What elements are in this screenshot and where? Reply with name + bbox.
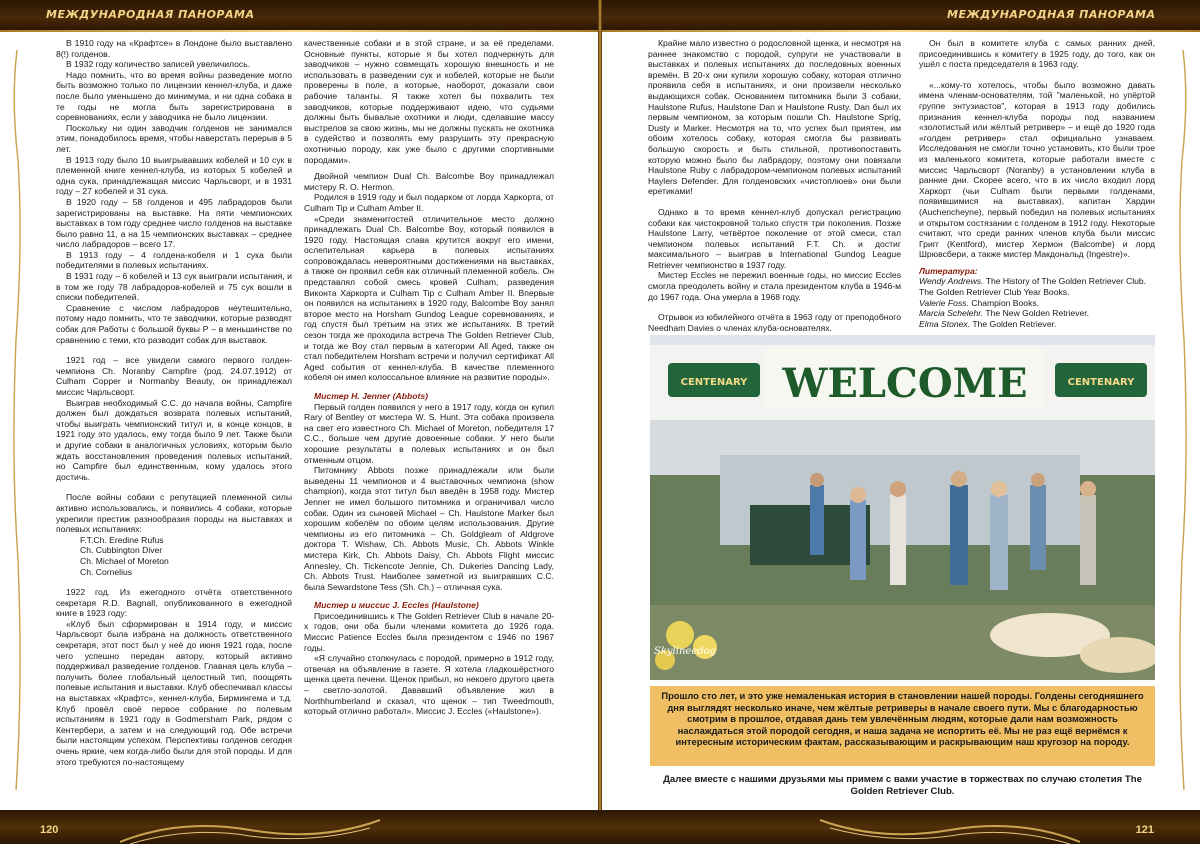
literature-item: Elma Stonex. The Golden Retriever. bbox=[919, 318, 1057, 329]
section-title-left: МЕЖДУНАРОДНАЯ ПАНОРАМА bbox=[46, 8, 255, 21]
paragraph: Надо помнить, что во время войны разведение могло быть возможно только по лицензии кеннел-клуба, и даже после было уменьшено до минимума, и ни одна собака в те годы не могла быть зарегистрирована в соревнованиях, если у заводчика не было лицензии. bbox=[56, 69, 292, 123]
paragraph: Первый голден появился у него в 1917 году, когда он купил Rary of Bentley от мистера W. S. Hunt. Эта собака произвела на свет его известного Ch. Michael of Moreton, победителя 17 С.С., больше чем другие довоенные собаки. У него были хорошие результаты в полевых испытаниях и он был отменным отцом. bbox=[304, 401, 554, 465]
list-item: F.T.Ch. Eredine Rufus bbox=[80, 534, 164, 545]
paragraph: Он был в комитете клуба с самых ранних дней, присоединившись к комитету в 1925 году, до того, как он ушёл с поста председателя в 1963 году. bbox=[919, 38, 1155, 70]
paragraph: В 1913 году было 10 выигрывавших кобелей и 10 сук в племенной книге кеннел-клуба, из которых 5 кобелей и одна сука, принадлежащая миссис Чарльсворт, и в 1931 году – 27 кобелей и 31 сука. bbox=[56, 154, 292, 197]
ornament-footer-right-icon bbox=[820, 814, 1080, 844]
subheading: Мистер и миссис J. Eccles (Haulstone) bbox=[314, 600, 479, 611]
paragraph: Выиграв необходимый С.С. до начала войны, Campfire должен был дождаться возврата полевых испытаний, чтобы выиграть чемпионский титул и, в конце концов, в 1921 году это удалось, ему тогда было 9 лет. Также были и другие собаки в аналогичных условиях, которым было ждать восстановления проведения полевых испытаний, но Campfire был единственным, кому удалось этого достичь. bbox=[56, 397, 292, 482]
literature-item: Wendy Andrews. The History of The Golden Retriever Club. bbox=[919, 276, 1147, 287]
paragraph: Крайне мало известно о родословной щенка, и несмотря на раннее знакомство с породой, супруги не участвовали в выставках и полевых испытаниях до последовных военных времён. В 20-х они купили хорошую собаку, которая отлично проявила себя в испытаниях, и они произвели несколько выдающихся собак. Основанием питомника были 3 собаки, Haulstone Rufus, Haulstone Dan и Haulstone Rusty. Dan был их первым чемпионом, за которым пошли Ch. Haulstone Sprig, Dusty и Marker. Несмотря на то, что успех был приятен, им обоим хотелось собаку, которая смогла бы развивать большую скорость и быть стильной, противопоставить которую можно было бы лабрадору, поэтому они повязали Haulstone Ruby с лабрадором-чемпионом полевых испытаний Haylers Defender. Для голденовских «чистоплюев» они были еретиками! bbox=[648, 38, 901, 197]
paragraph: «Клуб был сформирован в 1914 году, и миссис Чарльсворт была избрана на должность ответственного секретаря, этот пост был у неё до июня 1921 года, после чего успешно передан автору, который активно поддерживал разведение голденов. Главная цель клуба – получить более глобальный целостный тип, поощрять полевые испытания и выставки. Клуб обеспечивал классы на выставках «Крафтс», кеннел-клуба, Бирмингема и т.д. Клуб провёл своё первое собрание по полевым испытаниям в 1921 году в Godmersham Park, рядом с Кентербери, а затем и на следующий год. Обе встречи были настоящим успехом. Перспективы голденов сегодня очень яркие, чем когда-либо были для этой породы. И для этого требуются по-настоящему bbox=[56, 618, 292, 767]
list-item: Ch. Cornelius bbox=[80, 566, 133, 577]
list-item: Ch. Cubbington Diver bbox=[80, 545, 163, 556]
literature-item: Marcia Schelehr. The New Golden Retriever. bbox=[919, 308, 1090, 319]
column-1 bbox=[56, 38, 292, 798]
paragraph: Мистер Eccles не пережил военные годы, но миссис Eccles смогла преодолеть войну и стала президентом клуба в 1946-м до 1967 года. Она умерла в 1968 году. bbox=[648, 270, 901, 302]
section-title-right: МЕЖДУНАРОДНАЯ ПАНОРАМА bbox=[947, 8, 1156, 21]
literature-title: Литература: bbox=[919, 265, 978, 276]
literature-item: The Golden Retriever Club Year Books. bbox=[919, 287, 1070, 298]
ornament-left-icon bbox=[10, 40, 24, 800]
gold-rule-right bbox=[600, 30, 1200, 32]
paragraph: Отрывок из юбилейного отчёта в 1963 году от преподобного Needham Davies о членах клуба-основателях. bbox=[648, 312, 901, 333]
paragraph: После войны собаки с репутацией племенной силы активно использовались, и появились 4 собаки, которые укрепили престиж разнообразия породы на выставках и полевых испытаниях: bbox=[56, 492, 292, 535]
welcome-banner: WELCOME bbox=[782, 360, 1028, 407]
page-number-right: 121 bbox=[1135, 824, 1154, 836]
paragraph: Питомнику Abbots позже принадлежали или были выведены 11 чемпионов и 4 выставочных чемпиона (show champion), когда этот титул был введён в 1958 году. Мистер Jenner не имел большого питомника и ограничивал число собак. Один из сыновей Michael – Ch. Haulstone Marker был хорошим кобелём по обоим целям использования. Другие чемпионы из его питомника – Ch. Goldgleam of Aldgrove доктора T. Wishaw, Ch. Abbots Music, Ch. Abbots Winkle мистера Kirk, Ch. Abbots Daisy, Ch. Abbots Flight миссис Annesley, Ch. Tickencote Jennie, Ch. Dukeries Dancing Lady, Ch. Abbots Trust. Наиболее заметной из выигравших С.С. была Sewardstone Tess (Sh. Ch.) – отличная сука. bbox=[304, 465, 554, 592]
footer-left bbox=[0, 810, 600, 844]
paragraph: В 1920 году – 58 голденов и 495 лабрадоров были зарегистрированы на выставке. На пяти чемпионских выставках в том году среднее число голденов на выставке было равно 11, а на 15 чемпионских выставках – среднее число лабрадоров – всего 17. bbox=[56, 196, 292, 250]
paragraph: Двойной чемпион Dual Ch. Balcombe Boy принадлежал мистеру R. O. Hermon. bbox=[304, 171, 554, 192]
ornament-footer-left-icon bbox=[120, 814, 380, 844]
paragraph: 1922 год. Из ежегодного отчёта ответственного секретаря R.D. Bagnall, опубликованного в ежегодной книге в 1923 году: bbox=[56, 587, 292, 619]
paragraph: «Среди знаменитостей отличительное место должно принадлежать Dual Ch. Balcombe Boy, который появился в 1920 году. Настоящая слава крутится вокруг его имени, ослепительная карьера в полевых испытаниях сопровождалась невероятными достижениями на выставках, а также он проявил себя как отличный племенной кобель. Он представлял собой смесь кровей Culham, разведения Виконта Харкорта и Culham Tip с Culham Amber II. Впервые он появился на испытаниях в 1920 году, Balcombe Boy занял второе место на Horsham Gundog League соревнованиях, и год спустя был третьим на этих же испытаниях. В третий сезон тогда же проходила встреча The Golden Retriever Club, и тогда же Boy стал первым в категории All Aged, также он стал победителем Horsham встречи и получил сертификат All Aged события от кеннел-клуба. В качестве племенного кобеля он имел колоссальное влияние на развитие породы». bbox=[304, 213, 554, 383]
column-3 bbox=[648, 38, 901, 356]
caption-box: Прошло сто лет, и это уже немаленькая история в становлении нашей породы. Голдены сегодняшнего дня выглядят несколько иначе, чем жёлтые ретриверы в начале своего пути. Мы с благодарностью смотрим в прошлое, отдавая дань тем увлечённым людям, которые дали нам возможность наслаждаться этой породой сегодня, и наша задача не испортить её. Мы не раз ещё вернёмся к интересным историческим фактам, рассказывающим и раскрывающим наш кругозор на породу. bbox=[650, 686, 1155, 766]
column-4 bbox=[919, 38, 1155, 356]
paragraph: 1921 год – все увидели самого первого голден-чемпиона Ch. Noranby Campfire (род. 24.07.1912) от Culham Copper и Normanby Beauty, он принадлежал миссис Чарльсворт. bbox=[56, 355, 292, 397]
paragraph: Родился в 1919 году и был подарком от лорда Харкорта, от Culham Tip и Culham Amber II. bbox=[304, 192, 554, 213]
paragraph: качественные собаки и в этой стране, и за её пределами. Основные пункты, которые я бы хотел подчеркнуть для заводчиков – нужно совмещать хорошую внешность и не использовать в разведении сук и кобелей, которые не были проверены в поле, а которые, наоборот, доказали свои рабочие таланты. Я также хотел бы похвалить тех заводчиков, которые поддерживают идею, что судьями должны быть бывалые охотники и люди, сделавшие массу выстрелов за свою жизнь, мы не должны пускать не охотника в судейство и позволять ему разрушить эту прекрасную охотничью породу, как уже было с другими спортивными породами». bbox=[304, 38, 554, 165]
paragraph: Присоединившись к The Golden Retriever Club в начале 20-х годов, они оба были членами комитета до 1926 года. Миссис Patience Eccles была президентом с 1946 по 1967 годы. bbox=[304, 610, 554, 653]
paragraph: Однако в то время кеннел-клуб допускал регистрацию собаки как чистокровной только спустя три поколения. Позже Haulstone Larry, четвёртое поколение от этой смеси, стал чемпионом полевых испытаний F.T. Ch. и достиг максимального – выиграв в International Gundog League Retriever чемпионство в 1937 году. bbox=[648, 206, 901, 270]
paragraph: В 1932 году количество записей увеличилось. bbox=[66, 59, 251, 70]
subheading: Мистер H. Jenner (Abbots) bbox=[314, 391, 429, 401]
header-right bbox=[600, 0, 1200, 30]
ornament-right-icon bbox=[1176, 40, 1190, 800]
column-2 bbox=[304, 38, 554, 798]
page-spine bbox=[598, 0, 602, 844]
footer-right bbox=[600, 810, 1200, 844]
paragraph: В 1913 году – 4 голдена-кобеля и 1 сука были победителями в полевых испытаниях. bbox=[56, 249, 292, 271]
page-number-left: 120 bbox=[40, 824, 59, 836]
paragraph: В 1931 году – 6 кобелей и 13 сук выиграли испытания, и в том же году 78 лабрадоров-кобелей и 75 сук вошли в списки победителей. bbox=[56, 271, 292, 303]
closing-note: Далее вместе с нашими друзьями мы примем с вами участие в торжествах по случаю столетия The Golden Retriever Club. bbox=[663, 774, 1142, 797]
paragraph: «...кому-то хотелось, чтобы было возможно давать имена членам-основателям, той "маленькой, но упёртой группе энтузиастов", которая в 1913 году добились признания кеннел-клуба породы под названием «золотистый или жёлтый ретривер» – и ещё до 1920 года «голден ретривер» стал официально узнаваем. Исследования не смогли точно установить, кто были трое из маленького комитета, которые работали вместе с миссис Чарльсворт (Noranby) в установлении клуба в ранние дни. Скорее всего, что в их число входил лорд Харкорт (чьи Culham были первыми голденами, появившимися на выставках), капитан Хардин (Auchencheyne), первый победил на полевых испытаниях и открытом состязании с голденом в 1912 году. Некоторые считают, что среди ранних членов клуба были миссис Григг (Kentford), мистер Хермон (Balcombe) и лорд Шрювсбери, а также мистер Макдональд (Ingestre)». bbox=[919, 79, 1155, 260]
centenary-sign-right: CENTENARY bbox=[1067, 377, 1135, 388]
paragraph: Поскольку ни один заводчик голденов не занимался этим, понадобилось время, чтобы наверстать перерыв в 5 лет. bbox=[56, 122, 292, 154]
list-item: Ch. Michael of Moreton bbox=[80, 555, 169, 566]
photo-signature: Skylineedog bbox=[654, 646, 717, 657]
gold-rule-left bbox=[0, 30, 600, 32]
paragraph: «Я случайно столкнулась с породой, примерно в 1912 году, отвечая на объявление в газете. Я хотела гладкошёрстного щенка цвета печени. Щенок прибыл, но некоего другого цвета – светло-золотой. Дававший объявление жил в Northhumberland и сказал, что щенок – тип Tweedmouth, который отлично работал». Миссис J. Eccles («Haulstone»). bbox=[304, 653, 554, 717]
event-photo bbox=[650, 335, 1155, 680]
paragraph: В 1910 году на «Крафтсе» в Лондоне было выставлено 8(!) голденов. bbox=[56, 38, 292, 59]
literature-list bbox=[919, 266, 1155, 330]
header-left bbox=[0, 0, 600, 30]
centenary-sign-left: CENTENARY bbox=[680, 377, 748, 388]
literature-item: Valerie Foss. Champion Books. bbox=[919, 297, 1040, 308]
paragraph: Сравнение с числом лабрадоров неутешительно, потому надо помнить, что те заводчики, которые разводят собак для Работы с большой буквы Р – в меньшинстве по сравнению с теми, кто разводит собак для выставок. bbox=[56, 302, 292, 345]
